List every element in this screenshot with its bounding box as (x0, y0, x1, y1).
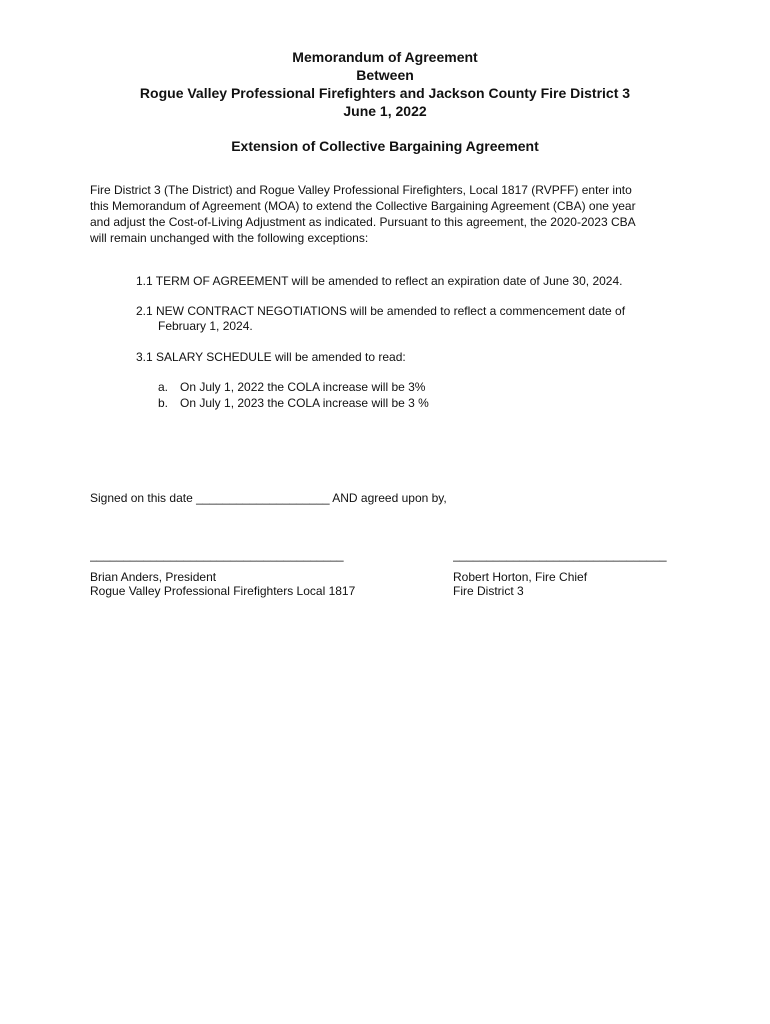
item-salary-schedule: 3.1 SALARY SCHEDULE will be amended to read: (136, 350, 406, 364)
sub-item-marker: a. (158, 380, 169, 394)
sub-item-cola-2023 (158, 396, 429, 411)
sub-item-marker: b. (158, 396, 169, 410)
header-between: Between (356, 67, 414, 83)
sub-item-text: On July 1, 2022 the COLA increase will be 3% (180, 380, 426, 394)
document-header (0, 48, 770, 120)
left-signer-name: Brian Anders, President (90, 570, 217, 584)
intro-line: and adjust the Cost-of-Living Adjustment as indicated. Pursuant to this agreement, the 2020-2023 CBA (90, 215, 636, 229)
document-subtitle: Extension of Collective Bargaining Agreement (231, 138, 539, 154)
intro-line: will remain unchanged with the following exceptions: (90, 231, 369, 245)
right-signer-org: Fire District 3 (453, 584, 524, 598)
intro-paragraph (90, 182, 690, 246)
sub-item-text: On July 1, 2023 the COLA increase will be 3 % (180, 396, 429, 410)
intro-line: Fire District 3 (The District) and Rogue Valley Professional Firefighters, Local 1817 (RVPFF) enter into (90, 183, 632, 197)
header-date: June 1, 2022 (343, 103, 427, 119)
left-signer-org: Rogue Valley Professional Firefighters Local 1817 (90, 584, 356, 598)
intro-line: this Memorandum of Agreement (MOA) to extend the Collective Bargaining Agreement (CBA) one year (90, 199, 636, 213)
right-signer-name: Robert Horton, Fire Chief (453, 570, 588, 584)
left-signature-line: ______________________________________ (90, 548, 344, 562)
sub-item-cola-2022 (158, 380, 425, 395)
right-signature-line: ________________________________ (453, 548, 667, 562)
item-contract-negotiations-continued: February 1, 2024. (158, 319, 253, 333)
header-parties: Rogue Valley Professional Firefighters and Jackson County Fire District 3 (139, 85, 631, 101)
item-term-of-agreement: 1.1 TERM OF AGREEMENT will be amended to reflect an expiration date of June 30, 2024. (136, 274, 623, 288)
item-contract-negotiations: 2.1 NEW CONTRACT NEGOTIATIONS will be amended to reflect a commencement date of (136, 304, 626, 318)
header-title: Memorandum of Agreement (292, 49, 478, 65)
signed-date-line: Signed on this date ____________________ AND agreed upon by, (90, 491, 447, 505)
